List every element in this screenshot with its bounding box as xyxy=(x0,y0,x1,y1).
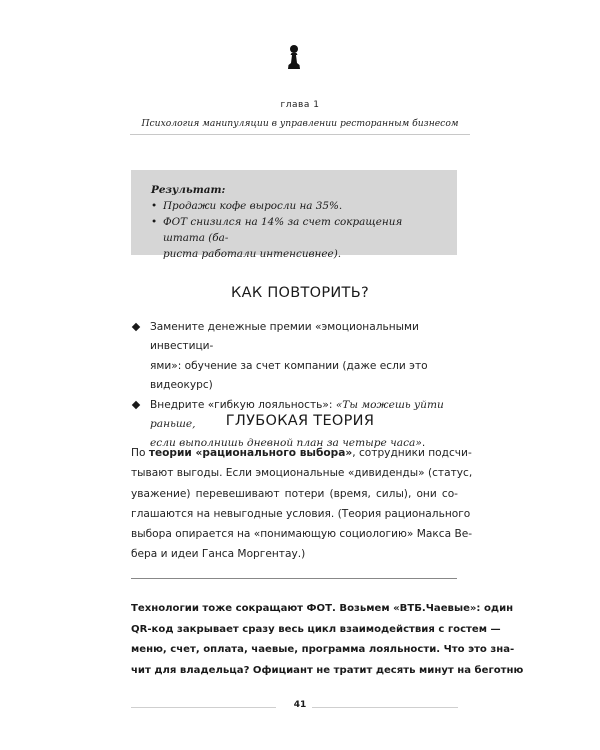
bullet-quote: «Ты можешь уйти раньше, xyxy=(150,398,444,431)
bullet-quote: если выполнишь дневной план за четыре часа» xyxy=(150,437,422,450)
paragraph-line: тывают выгоды. Если эмоциональные «дивиденды» (статус, xyxy=(131,467,473,480)
result-title: Результат: xyxy=(151,184,226,196)
chapter-title: Психология манипуляции в управлении ресторанным бизнесом xyxy=(141,118,459,129)
paragraph-line: Технологии тоже сокращают ФОТ. Возьмем «ВТБ.Чаевые»: один xyxy=(131,603,514,614)
text-run: По xyxy=(131,447,149,459)
result-item xyxy=(151,198,439,214)
bold-paragraph xyxy=(131,599,524,681)
result-item-text: риста работали интенсивнее). xyxy=(163,248,342,260)
section-heading-repeat: КАК ПОВТОРИТЬ? xyxy=(231,285,369,301)
pawn-icon xyxy=(285,44,303,70)
paragraph-line: меню, счет, оплата, чаевые, программа лояльности. Что это зна- xyxy=(131,644,515,655)
paragraph-line xyxy=(131,443,472,463)
diamond-bullet-icon xyxy=(132,400,140,408)
result-item-text: ФОТ снизился на 14% за счет сокращения штата (ба- xyxy=(163,216,403,244)
repeat-bullet-list xyxy=(131,318,461,454)
result-list xyxy=(151,198,439,262)
header-divider xyxy=(130,134,470,135)
text-run: , сотрудники подсчи- xyxy=(352,447,472,459)
section-heading-theory: ГЛУБОКАЯ ТЕОРИЯ xyxy=(225,413,375,429)
section-divider xyxy=(131,578,457,579)
paragraph-line: выбора опирается на «понимающую социологию» Макса Ве- xyxy=(131,528,473,541)
theory-paragraph xyxy=(131,443,473,565)
result-item-text: Продажи кофе выросли на 35%. xyxy=(163,200,343,212)
bullet-text: Внедрите «гибкую лояльность»: xyxy=(150,398,336,411)
page-number: 41 xyxy=(293,700,307,710)
diamond-bullet-icon xyxy=(132,323,140,331)
bullet-item xyxy=(131,318,461,396)
chapter-label: глава 1 xyxy=(280,100,320,110)
paragraph-line: глашаются на невыгодные условия. (Теория рационального xyxy=(131,507,471,520)
bullet-text: Замените денежные премии «эмоциональными инвестици- xyxy=(150,321,419,353)
bullet-text: . xyxy=(421,437,426,450)
bullet-text: ями»: обучение за счет компании (даже если это видеокурс) xyxy=(150,359,428,392)
result-box xyxy=(131,170,457,260)
paragraph-line: уважение) перевешивают потери (время, силы), они со- xyxy=(131,487,458,500)
bold-term: теории «рационального выбора» xyxy=(148,447,353,459)
footer-rule-right xyxy=(312,707,458,708)
paragraph-line: QR-код закрывает сразу весь цикл взаимодействия с гостем — xyxy=(131,623,501,635)
result-item xyxy=(151,214,439,262)
paragraph-line: бера и идеи Ганса Моргентау.) xyxy=(131,548,306,561)
paragraph-line: чит для владельца? Официант не тратит десять минут на беготню xyxy=(131,664,524,676)
